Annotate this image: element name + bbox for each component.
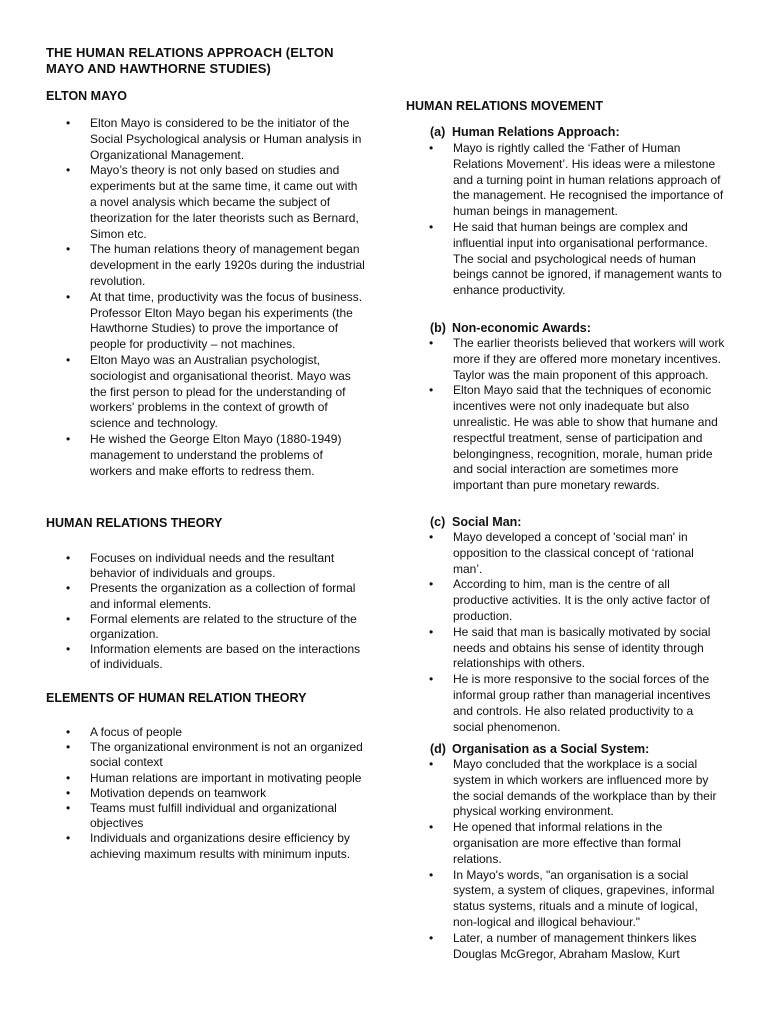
list-item: • He opened that informal relations in the organisation are more effective than formal relations.: [429, 820, 725, 867]
list-item: • Teams must fulfill individual and organizational objectives: [66, 801, 366, 831]
list-item: • Elton Mayo was an Australian psychologist, sociologist and organisational theorist. Mayo was the first person to plead for the understanding of workers' problems in the context of growth of science and technology.: [66, 353, 366, 432]
list-item: • A focus of people: [66, 725, 366, 740]
section-c-title: Social Man:: [452, 515, 522, 529]
list-item: • Human relations are important in motivating people: [66, 771, 366, 786]
section-a-title: Human Relations Approach:: [452, 125, 620, 139]
human-relations-theory-heading: HUMAN RELATIONS THEORY: [46, 516, 223, 530]
list-item: • Mayo’s theory is not only based on studies and experiments but at the same time, it came out with a novel analysis which became the subject of theorization for the later theorists such as Bernard, Simon etc.: [66, 163, 366, 242]
section-a-number: (a): [430, 125, 446, 139]
list-item: • Presents the organization as a collection of formal and informal elements.: [66, 581, 366, 611]
list-item: • Motivation depends on teamwork: [66, 786, 366, 801]
list-item: • Mayo concluded that the workplace is a social system in which workers are influenced more by the social demands of the workplace than by their physical working environment.: [429, 757, 725, 820]
section-c-heading: [430, 514, 521, 530]
section-b-heading: [430, 320, 591, 336]
section-c-list: [429, 530, 725, 735]
list-item: • He said that human beings are complex and influential input into organisational performance. The social and psychological needs of human beings cannot be ignored, if management wants to enhance productivity.: [429, 220, 725, 299]
list-item: • Individuals and organizations desire efficiency by achieving maximum results with minimum inputs.: [66, 831, 366, 861]
section-d-number: (d): [430, 742, 446, 756]
section-d-list: [429, 757, 725, 962]
section-d-title: Organisation as a Social System:: [452, 742, 650, 756]
section-d-heading: [430, 741, 649, 757]
list-item: • The earlier theorists believed that workers will work more if they are offered more monetary incentives. Taylor was the main proponent of this approach.: [429, 336, 725, 383]
section-c-number: (c): [430, 515, 446, 529]
list-item: • He said that man is basically motivated by social needs and obtains his sense of identity through relationships with others.: [429, 625, 725, 672]
list-item: • Formal elements are related to the structure of the organization.: [66, 612, 366, 642]
section-b-list: [429, 336, 725, 494]
elements-list: [66, 725, 366, 862]
list-item: • Mayo is rightly called the ‘Father of Human Relations Movement’. His ideas were a milestone and a turning point in human relations approach of the management. He recognised the importance of human beings in management.: [429, 141, 725, 220]
elton-mayo-heading: ELTON MAYO: [46, 89, 128, 103]
list-item: • He wished the George Elton Mayo (1880-1949) management to understand the problems of workers and make efforts to redress them.: [66, 432, 366, 479]
list-item: • He is more responsive to the social forces of the informal group rather than managerial incentives and controls. He also related productivity to a social phenomenon.: [429, 672, 725, 735]
list-item: • In Mayo's words, "an organisation is a social system, a system of cliques, grapevines, informal status systems, rituals and a minute of logical, non-logical and illogical behaviour.": [429, 868, 725, 931]
list-item: • The human relations theory of management began development in the early 1920s during the industrial revolution.: [66, 242, 366, 289]
section-b-number: (b): [430, 321, 446, 335]
list-item: • Mayo developed a concept of 'social man' in opposition to the classical concept of ‘rational man’.: [429, 530, 725, 577]
human-relations-movement-heading: HUMAN RELATIONS MOVEMENT: [406, 99, 603, 113]
list-item: • Elton Mayo said that the techniques of economic incentives were not only inadequate but also unrealistic. He was able to show that humane and respectful treatment, sense of participation and belongingness, recognition, morale, human pride and social interaction are sometimes more important than pure monetary rewards.: [429, 383, 725, 494]
elements-heading: ELEMENTS OF HUMAN RELATION THEORY: [46, 691, 307, 705]
list-item: • Elton Mayo is considered to be the initiator of the Social Psychological analysis or Human analysis in Organizational Management.: [66, 116, 366, 163]
section-b-title: Non-economic Awards:: [452, 321, 591, 335]
list-item: • Information elements are based on the interactions of individuals.: [66, 642, 366, 672]
list-item: • Later, a number of management thinkers likes Douglas McGregor, Abraham Maslow, Kurt: [429, 931, 725, 963]
list-item: • The organizational environment is not an organized social context: [66, 740, 366, 770]
list-item: • At that time, productivity was the focus of business. Professor Elton Mayo began his experiments (the Hawthorne Studies) to prove the importance of people for productivity – not machines.: [66, 290, 366, 353]
list-item: • Focuses on individual needs and the resultant behavior of individuals and groups.: [66, 551, 366, 581]
elton-mayo-list: [66, 116, 366, 479]
human-relations-theory-list: [66, 551, 366, 673]
list-item: • According to him, man is the centre of all productive activities. It is the only active factor of production.: [429, 577, 725, 624]
section-a-heading: [430, 124, 620, 140]
document-title: THE HUMAN RELATIONS APPROACH (ELTON MAYO AND HAWTHORNE STUDIES): [46, 45, 334, 76]
section-a-list: [429, 141, 725, 299]
